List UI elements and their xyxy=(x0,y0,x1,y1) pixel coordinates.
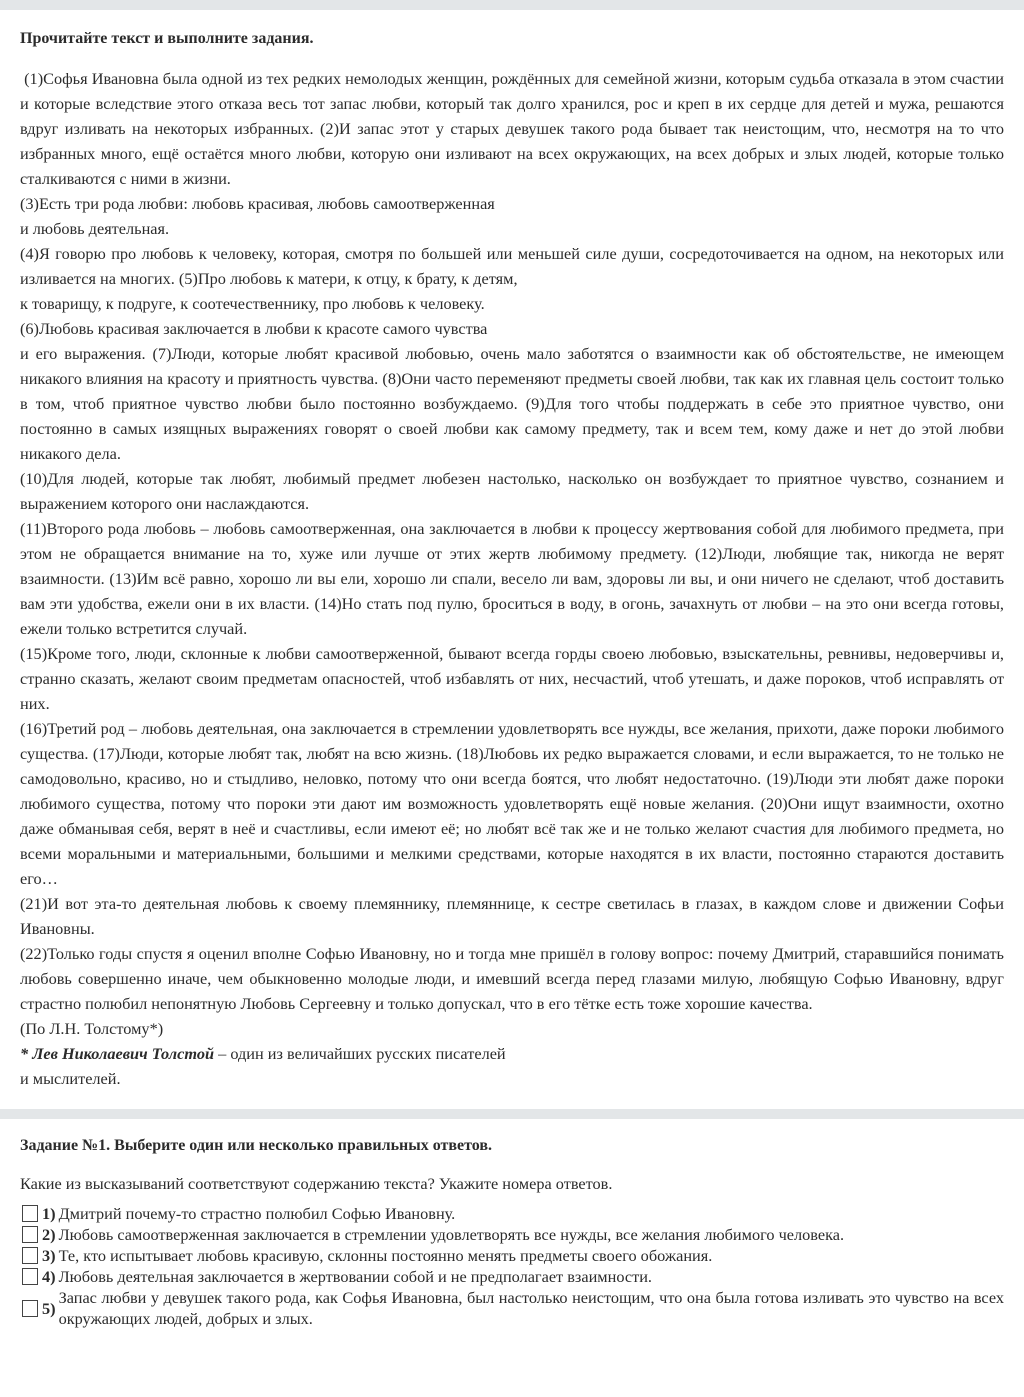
option-text: Любовь деятельная заключается в жертвовании собой и не предполагает взаимности. xyxy=(58,1267,652,1286)
passage-paragraph: и его выражения. (7)Люди, которые любят красивой любовью, очень мало заботятся о взаимности как об обстоятельстве, не имеющем никакого влияния на красоту и приятность чувства. (8)Они часто переменяют предметы своей любви, так как их главная цель состоит только в том, чтоб приятное чувство любви было постоянно возбуждаемо. (9)Для того чтобы поддержать в себе это приятное чувство, они постоянно в самых изящных выражениях говорят о своей любви как самому предмету, так и всем тем, кому даже и нет до этой любви никакого дела. xyxy=(20,344,1004,463)
passage-paragraph: (11)Второго рода любовь – любовь самоотверженная, она заключается в любви к процессу жертвования собой для любимого предмета, при этом не обращается внимание на то, хуже или лучше от этих жертв любимому предмету. (12)Люди, любящие так, никогда не верят взаимности. (13)Им всё равно, хорошо ли вы ели, хорошо ли спали, весело ли вам, здоровы ли вы, и они ничего не сделают, чтоб доставить вам эти удобства, ежели они в их власти. (14)Но стать под пулю, броситься в воду, в огонь, зачахнуть от любви – на это они всегда готовы, ежели только встретится случай. xyxy=(20,519,1004,638)
option-number: 5) xyxy=(42,1298,56,1318)
passage-paragraph: (10)Для людей, которые так любят, любимый предмет любезен настолько, насколько он возбуждает то приятное чувство, сознанием и выражением которого они наслаждаются. xyxy=(20,469,1004,513)
option-number: 2) xyxy=(42,1225,56,1244)
task-section xyxy=(0,1135,1024,1329)
answer-option-1[interactable] xyxy=(20,1203,1004,1224)
passage-paragraph: (22)Только годы спустя я оценил вполне Софью Ивановну, но и тогда мне пришёл в голову вопрос: почему Дмитрий, старавшийся понимать любовь совершенно иначе, чем обыкновенно молодые люди, и имевший всегда перед глазами милую, любящую Софью Ивановну, вдруг страстно полюбил непонятную Любовь Сергеевну и только допускал, что в его тётке есть тоже хорошие качества. xyxy=(20,944,1004,1013)
answer-checkbox[interactable] xyxy=(22,1300,38,1317)
passage-paragraph: (21)И вот эта-то деятельная любовь к своему племяннику, племяннице, к сестре светилась в глазах, в каждом слове и движении Софьи Ивановны. xyxy=(20,894,1004,938)
passage-paragraph: (15)Кроме того, люди, склонные к любви самоотверженной, бывают всегда горды своею любовью, взыскательны, ревнивы, недоверчивы и, странно сказать, желают своим предметам опасностей, чтоб избавлять от них, несчастий, чтоб утешать, и даже пороков, чтоб исправлять от них. xyxy=(20,644,1004,713)
passage-paragraph: (3)Есть три рода любви: любовь красивая, любовь самоотверженная xyxy=(20,194,495,213)
answer-option-4[interactable] xyxy=(20,1266,1004,1287)
answer-checkbox[interactable] xyxy=(22,1268,38,1285)
passage-paragraph: (По Л.Н. Толстому*) xyxy=(20,1019,164,1038)
footnote xyxy=(20,1041,1004,1066)
section-heading: Прочитайте текст и выполните задания. xyxy=(20,30,314,47)
option-text: Запас любви у девушек такого рода, как Софья Ивановна, был настолько неистощим, что она была готова изливать это чувство на всех окружающих людей, добрых и злых. xyxy=(58,1288,1004,1328)
passage-text xyxy=(20,66,1009,1041)
answer-checkbox[interactable] xyxy=(22,1247,38,1264)
footnote-text: – один из величайших русских писателей xyxy=(214,1044,506,1063)
passage-paragraph: (6)Любовь красивая заключается в любви к красоте самого чувства xyxy=(20,319,488,338)
answer-option-3[interactable] xyxy=(20,1245,1004,1266)
answer-option-5[interactable] xyxy=(20,1287,1004,1329)
passage-paragraph: (16)Третий род – любовь деятельная, она заключается в стремлении удовлетворять все нужды, все желания, прихоти, даже пороки любимого существа. (17)Люди, которые любят так, любят на всю жизнь. (18)Любовь их редко выражается словами, и если выражается, то не только не самодовольно, красиво, но и стыдливо, неловко, потому что они всегда боятся, что любят недостаточно. (19)Люди эти любят даже пороки любимого существа, потому что пороки эти дают им возможность удовлетворять ещё новые желания. (20)Они ищут взаимности, охотно даже обманывая себя, верят в неё и счастливы, если имеют её; но любят всё так же и не только желают счастия для любимого предмета, но всеми моральными и материальными, большими и мелкими средствами, которые находятся в их власти, постоянно стараются доставить его… xyxy=(20,719,1004,888)
option-number: 1) xyxy=(42,1204,56,1223)
passage-paragraph: (4)Я говорю про любовь к человеку, которая, смотря по большей или меньшей силе души, сосредоточивается на одном, на некоторых или изливается на многих. (5)Про любовь к матери, к отцу, к брату, к детям, xyxy=(20,244,1004,288)
answer-options xyxy=(20,1203,1004,1329)
reading-section xyxy=(0,28,1024,1091)
passage-paragraph: к товарищу, к подруге, к соотечественнику, про любовь к человеку. xyxy=(20,294,485,313)
option-number: 4) xyxy=(42,1267,56,1286)
footnote-author: * Лев Николаевич Толстой xyxy=(20,1044,215,1063)
task-question: Какие из высказываний соответствуют содержанию текста? Укажите номера ответов. xyxy=(20,1174,613,1193)
option-text: Те, кто испытывает любовь красивую, склонны постоянно менять предметы своего обожания. xyxy=(58,1246,713,1265)
option-text: Дмитрий почему-то страстно полюбил Софью Ивановну. xyxy=(58,1204,456,1223)
answer-checkbox[interactable] xyxy=(22,1226,38,1243)
answer-checkbox[interactable] xyxy=(22,1205,38,1222)
answer-option-2[interactable] xyxy=(20,1224,1004,1245)
footnote-continuation: и мыслителей. xyxy=(20,1069,121,1088)
option-number: 3) xyxy=(42,1246,56,1265)
task-title: Задание №1. Выберите один или несколько правильных ответов. xyxy=(20,1137,493,1154)
passage-paragraph: (1)Софья Ивановна была одной из тех редких немолодых женщин, рождённых для семейной жизни, которым судьба отказала в этом счастии и которые вследствие этого отказа весь тот запас любви, который так долго хранился, рос и креп в их сердце для детей и мужа, решаются вдруг изливать на некоторых избранных. (2)И запас этот у старых девушек такого рода бывает так неистощим, что, несмотря на то что избранных много, ещё остаётся много любви, которую они изливают на всех окружающих, на всех добрых и злых людей, которые только сталкиваются с ними в жизни. xyxy=(20,69,1009,188)
passage-paragraph: и любовь деятельная. xyxy=(20,219,170,238)
option-text: Любовь самоотверженная заключается в стремлении удовлетворять все нужды, все желания любимого человека. xyxy=(58,1225,845,1244)
section-divider xyxy=(0,1109,1024,1119)
top-bar xyxy=(0,0,1024,10)
